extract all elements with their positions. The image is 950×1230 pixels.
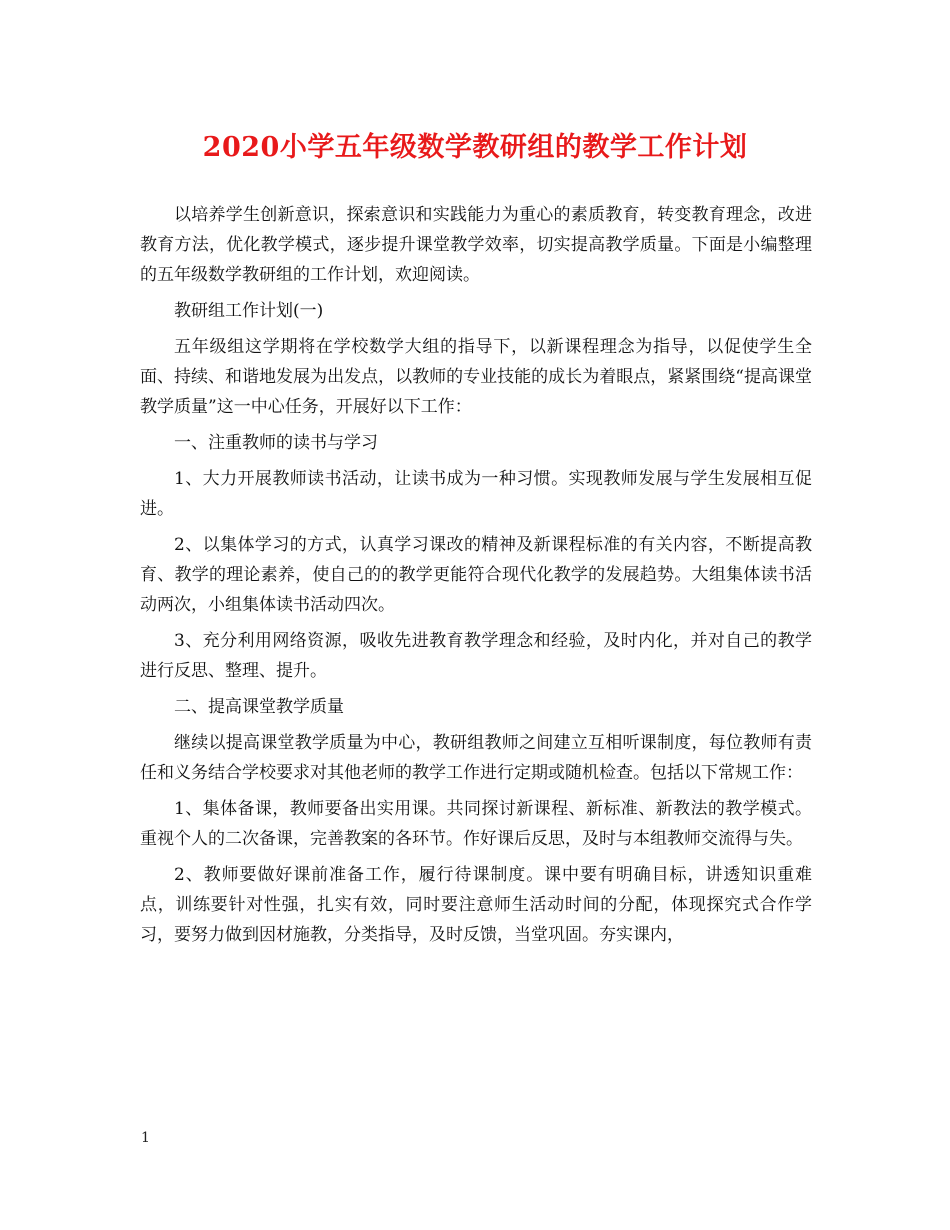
paragraph-intro: 以培养学生创新意识，探索意识和实践能力为重心的素质教育，转变教育理念，改进教育方法，优化教学模式，逐步提升课堂教学效率，切实提高教学质量。下面是小编整理的五年级数学教研组的工作计划，欢迎阅读。 xyxy=(140,205,812,285)
section-heading-reading: 一、注重教师的读书与学习 xyxy=(174,433,378,453)
paragraph-item-3: 3、充分利用网络资源，吸收先进教育教学理念和经验，及时内化，并对自己的教学进行反思、整理、提升。 xyxy=(140,631,812,681)
section-heading-quality: 二、提高课堂教学质量 xyxy=(174,697,344,717)
paragraph-quality-item-1: 1、集体备课，教师要备出实用课。共同探讨新课程、新标准、新教法的教学模式。重视个人的二次备课，完善教案的各环节。作好课后反思，及时与本组教师交流得与失。 xyxy=(140,799,812,849)
document-body xyxy=(140,200,812,956)
paragraph-plan-heading: 教研组工作计划(一) xyxy=(174,301,324,321)
document-title: 2020小学五年级数学教研组的教学工作计划 xyxy=(202,132,748,163)
page-number: 1 xyxy=(141,1130,150,1146)
paragraph-overview: 五年级组这学期将在学校数学大组的指导下，以新课程理念为指导，以促使学生全面、持续、和谐地发展为出发点，以教师的专业技能的成长为着眼点，紧紧围绕“提高课堂教学质量”这一中心任务，开展好以下工作： xyxy=(140,337,812,417)
paragraph-quality-item-2: 2、教师要做好课前准备工作，履行待课制度。课中要有明确目标，讲透知识重难点，训练要针对性强，扎实有效，同时要注意师生活动时间的分配，体现探究式合作学习，要努力做到因材施教，分类指导，及时反馈，当堂巩固。夯实课内， xyxy=(140,865,812,945)
paragraph-item-1: 1、大力开展教师读书活动，让读书成为一种习惯。实现教师发展与学生发展相互促进。 xyxy=(140,469,812,519)
paragraph-quality-overview: 继续以提高课堂教学质量为中心，教研组教师之间建立互相听课制度，每位教师有责任和义务结合学校要求对其他老师的教学工作进行定期或随机检查。包括以下常规工作： xyxy=(140,733,812,783)
paragraph-item-2: 2、以集体学习的方式，认真学习课改的精神及新课程标准的有关内容，不断提高教育、教学的理论素养，使自己的的教学更能符合现代化教学的发展趋势。大组集体读书活动两次，小组集体读书活动四次。 xyxy=(140,535,812,615)
